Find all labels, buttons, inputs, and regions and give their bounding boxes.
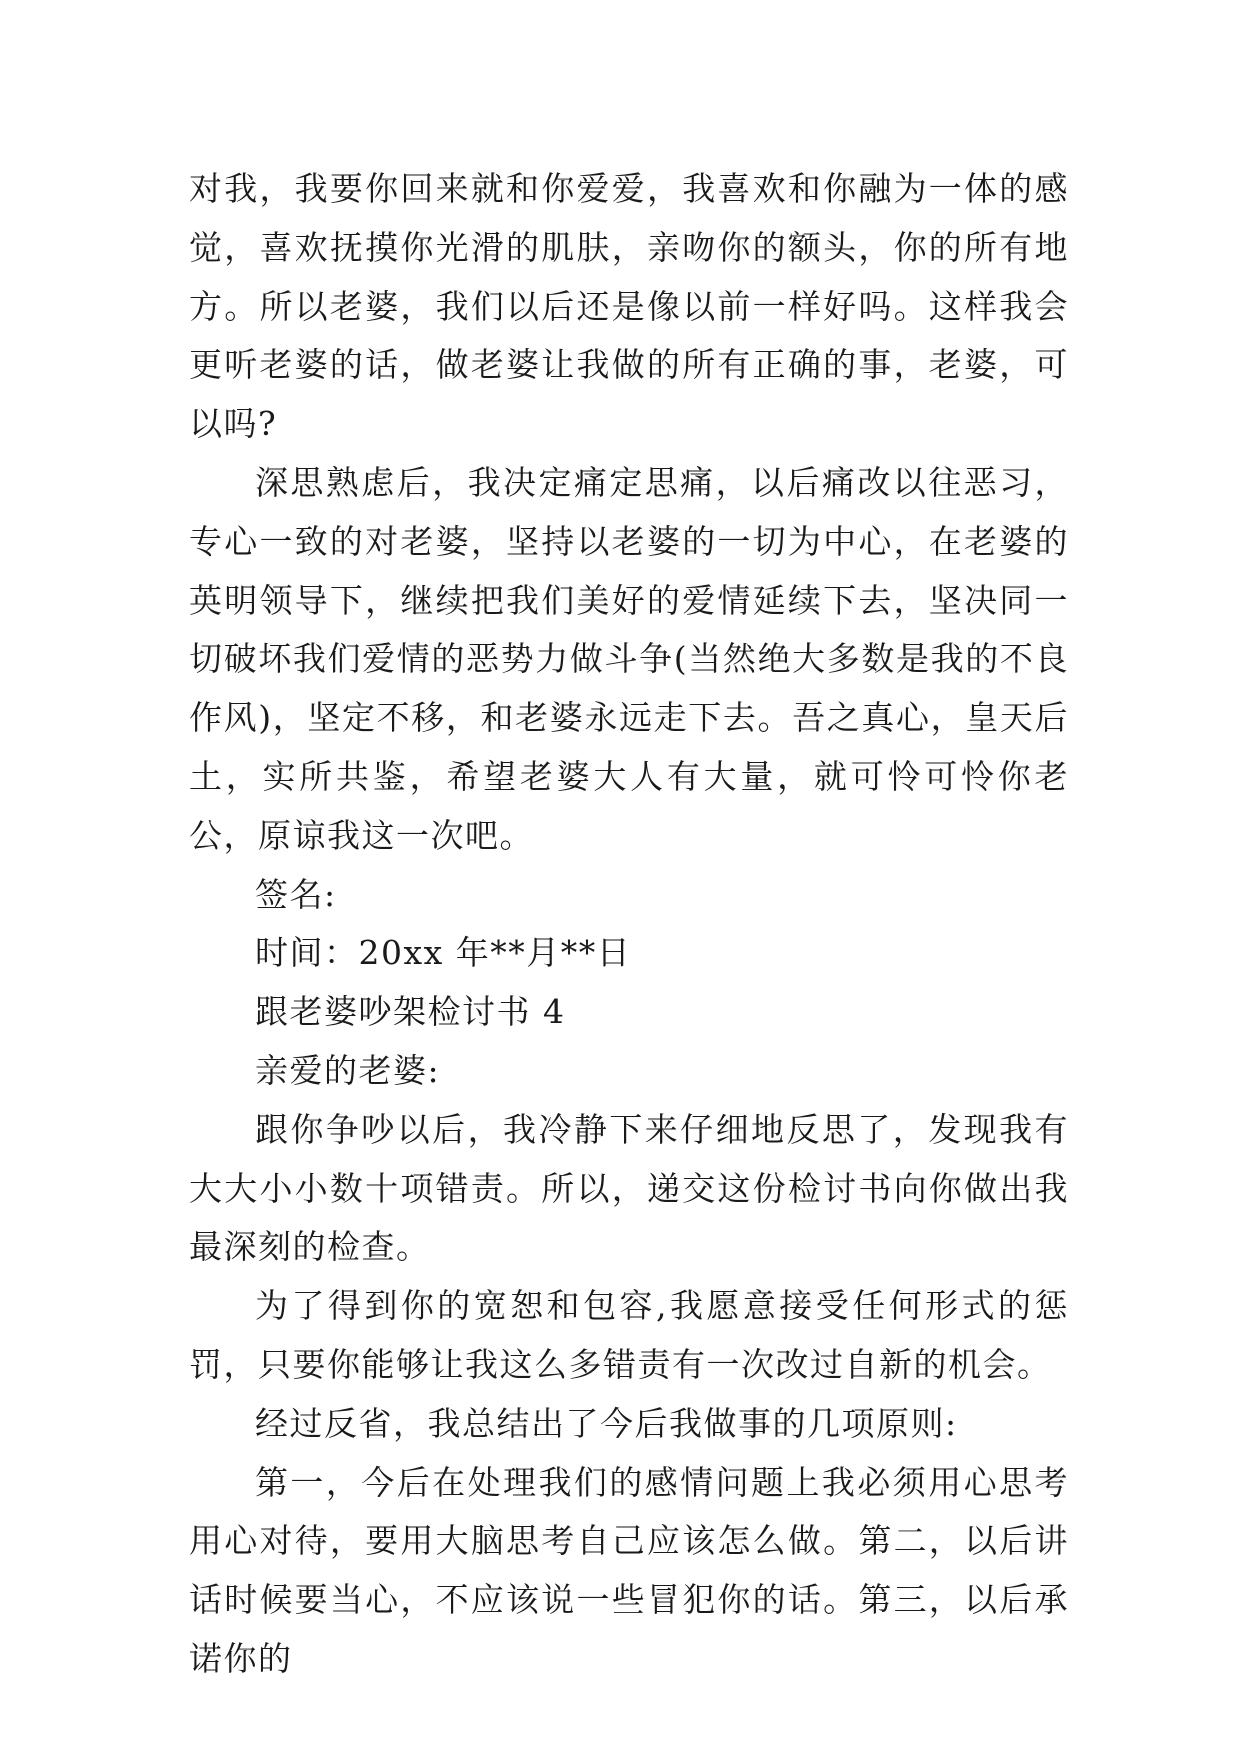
document-body [189, 160, 1069, 1689]
paragraph-principles-intro: 经过反省，我总结出了今后我做事的几项原则: [255, 1403, 958, 1443]
signature-line: 签名: [255, 874, 337, 914]
paragraph-principles: 第一，今后在处理我们的感情问题上我必须用心思考用心对待，要用大脑思考自己应该怎么做。第二，以后讲话时候要当心，不应该说一些冒犯你的话。第三，以后承诺你的 [189, 1462, 1069, 1678]
date-line: 时间：20xx 年**月**日 [255, 933, 632, 973]
section-title: 跟老婆吵架检讨书 4 [255, 992, 566, 1032]
paragraph-resolution: 深思熟虑后，我决定痛定思痛，以后痛改以往恶习，专心一致的对老婆，坚持以老婆的一切为中心，在老婆的英明领导下，继续把我们美好的爱情延续下去，坚决同一切破坏我们爱情的恶势力做斗争(当然绝大多数是我的不良作风)，坚定不移，和老婆永远走下去。吾之真心，皇天后土，实所共鉴，希望老婆大人有大量，就可怜可怜你老公，原谅我这一次吧。 [189, 462, 1069, 855]
salutation: 亲爱的老婆: [255, 1050, 441, 1090]
paragraph-continuation: 对我，我要你回来就和你爱爱，我喜欢和你融为一体的感觉，喜欢抚摸你光滑的肌肤，亲吻你的额头，你的所有地方。所以老婆，我们以后还是像以前一样好吗。这样我会更听老婆的话，做老婆让我做的所有正确的事，老婆，可以吗? [189, 169, 1069, 444]
paragraph-forgiveness: 为了得到你的宽恕和包容,我愿意接受任何形式的惩罚，只要你能够让我这么多错责有一次改过自新的机会。 [189, 1286, 1069, 1384]
paragraph-reflection: 跟你争吵以后，我冷静下来仔细地反思了，发现我有大大小小数十项错责。所以，递交这份检讨书向你做出我最深刻的检查。 [189, 1109, 1069, 1267]
